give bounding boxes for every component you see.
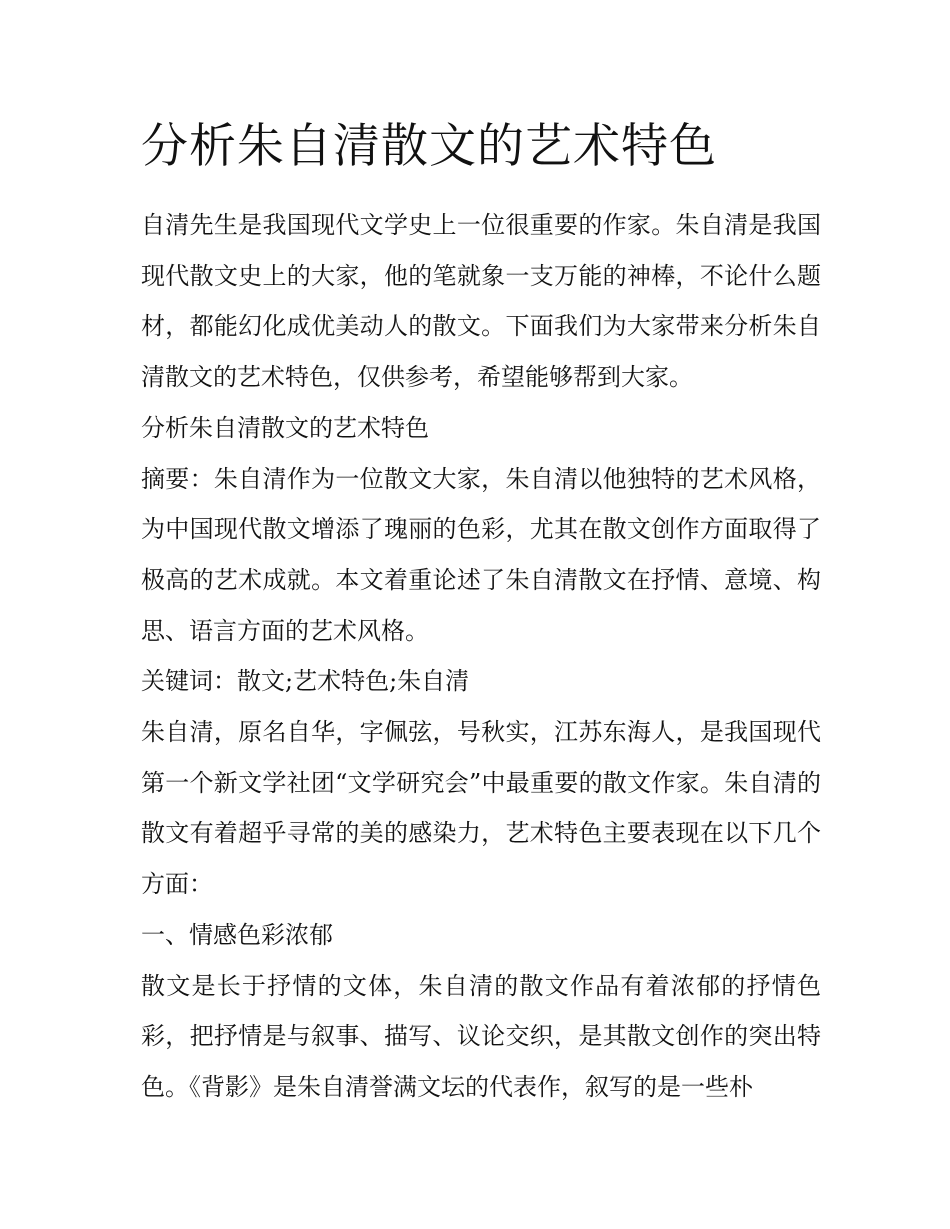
intro-paragraph: 自清先生是我国现代文学史上一位很重要的作家。朱自清是我国现代散文史上的大家，他的笔就象一支万能的神棒，不论什么题材，都能幻化成优美动人的散文。下面我们为大家带来分析朱自清散文的艺术特色，仅供参考，希望能够帮到大家。 bbox=[141, 211, 821, 392]
keywords-line: 关键词：散文;艺术特色;朱自清 bbox=[141, 667, 470, 696]
document-title: 分析朱自清散文的艺术特色 bbox=[141, 119, 717, 174]
article-heading: 分析朱自清散文的艺术特色 bbox=[141, 413, 429, 442]
document-body bbox=[141, 200, 821, 1113]
section-1-paragraph: 散文是长于抒情的文体，朱自清的散文作品有着浓郁的抒情色彩，把抒情是与叙事、描写、议论交织，是其散文创作的突出特色。《背影》是朱自清誉满文坛的代表作，叙写的是一些朴 bbox=[141, 971, 821, 1101]
section-heading-1: 一、情感色彩浓郁 bbox=[141, 920, 333, 949]
author-intro-paragraph: 朱自清，原名自华，字佩弦，号秋实，江苏东海人，是我国现代第一个新文学社团“文学研究会”中最重要的散文作家。朱自清的散文有着超乎寻常的美的感染力，艺术特色主要表现在以下几个方面： bbox=[141, 718, 821, 899]
abstract-paragraph: 摘要：朱自清作为一位散文大家，朱自清以他独特的艺术风格，为中国现代散文增添了瑰丽的色彩，尤其在散文创作方面取得了极高的艺术成就。本文着重论述了朱自清散文在抒情、意境、构思、语言方面的艺术风格。 bbox=[141, 464, 821, 645]
